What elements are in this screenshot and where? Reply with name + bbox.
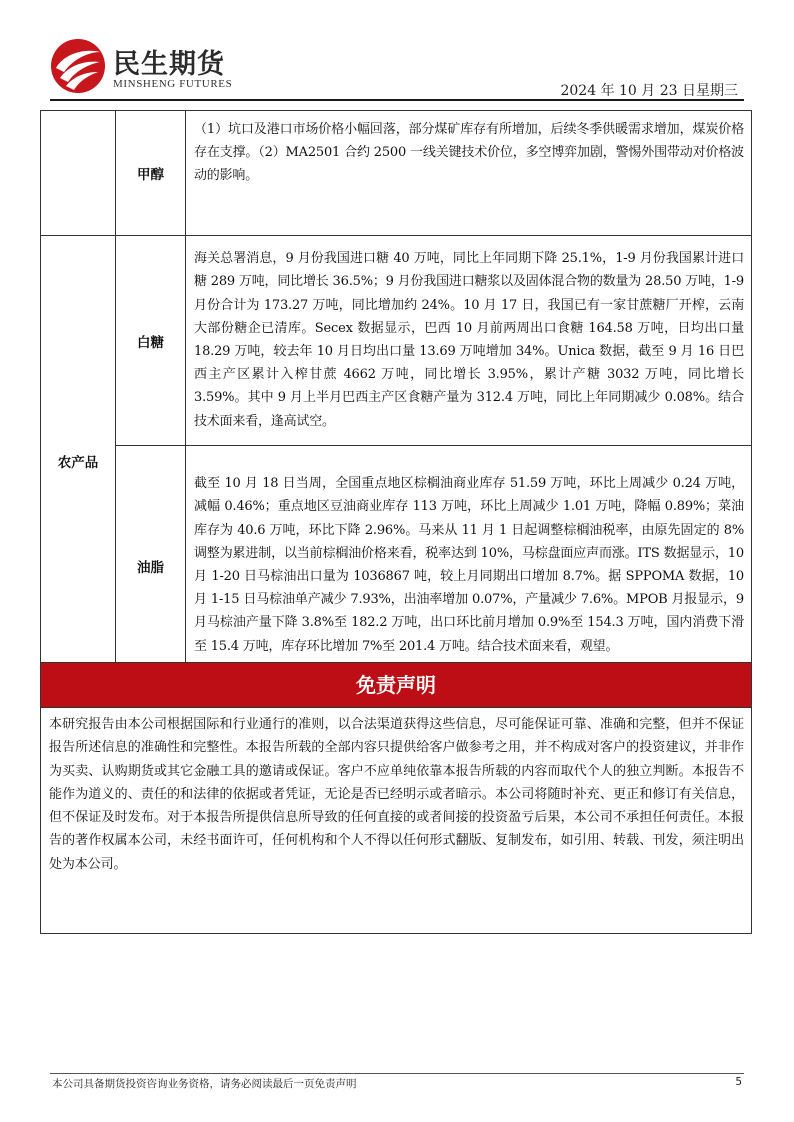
item-name-methanol: 甲醇 xyxy=(116,111,186,236)
commodity-table xyxy=(40,110,752,686)
brand-name-cn: 民生期货 xyxy=(113,49,225,80)
item-text-methanol: （1）坑口及港口市场价格小幅回落，部分煤矿库存有所增加，后续冬季供暖需求增加，煤炭价格存在支撑。（2）MA2501 合约 2500 一线关键技术价位，多空博弈加剧，警惕外围带动对价格波动的影响。 xyxy=(186,111,752,236)
footer-divider xyxy=(50,1073,744,1074)
table-row-methanol xyxy=(41,111,752,236)
disclaimer-text: 本研究报告由本公司根据国际和行业通行的准则，以合法渠道获得这些信息，尽可能保证可靠、准确和完整，但并不保证报告所述信息的准确性和完整性。本报告所载的全部内容只提供给客户做参考之用，并不构成对客户的投资建议，并非作为买卖、认购期货或其它金融工具的邀请或保证。客户不应单纯依靠本报告所载的内容而取代个人的独立判断。本报告不能作为道义的、责任的和法律的依据或者凭证，无论是否已经明示或者暗示。本公司将随时补充、更正和修订有关信息，但不保证及时发布。对于本报告所提供信息所导致的任何直接的或者间接的投资盈亏后果，本公司不承担任何责任。本报告的著作权属本公司，未经书面许可，任何机构和个人不得以任何形式翻版、复制发布，如引用、转载、刊发，须注明出处为本公司。 xyxy=(40,707,752,934)
page-header xyxy=(50,38,744,98)
category-agri: 农产品 xyxy=(41,236,116,686)
item-name-sugar: 白糖 xyxy=(116,236,186,446)
table-row-oils xyxy=(41,446,752,686)
header-divider xyxy=(50,99,744,101)
item-text-oils: 截至 10 月 18 日当周，全国重点地区棕榈油商业库存 51.59 万吨，环比上周减少 0.24 万吨，减幅 0.46%；重点地区豆油商业库存 113 万吨，环比上周减少 1.01 万吨，降幅 0.89%；菜油库存为 40.6 万吨，环比下降 2.96%。马来从 11 月 1 日起调整棕榈油税率，由原先固定的 8%调整为累进制，以当前棕榈油价格来看，税率达到 10%，马棕盘面应声而涨。ITS 数据显示，10 月 1-20 日马棕油出口量为 1036867 吨，较上月同期出口增加 8.7%。据 SPPOMA 数据，10 月 1-15 日马棕油单产减少 7.93%，出油率增加 0.07%，产量减少 7.6%。MPOB 月报显示，9 月马棕油产量下降 3.8%至 182.2 万吨，出口环比前月增加 0.9%至 154.3 万吨，国内消费下滑至 15.4 万吨，库存环比增加 7%至 201.4 万吨。结合技术面来看，观望。 xyxy=(186,446,752,686)
item-text-sugar: 海关总署消息，9 月份我国进口糖 40 万吨，同比上年同期下降 25.1%，1-9 月份我国累计进口糖 289 万吨，同比增长 36.5%；9 月份我国进口糖浆以及固体混合物的数量为 28.50 万吨，1-9 月份合计为 173.27 万吨，同比增加约 24%。10 月 17 日，我国已有一家甘蔗糖厂开榨，云南大部份糖企已清库。Secex 数据显示，巴西 10 月前两周出口食糖 164.58 万吨，日均出口量 18.29 万吨，较去年 10 月日均出口量 13.69 万吨增加 34%。Unica 数据，截至 9 月 16 日巴西主产区累计入榨甘蔗 4662 万吨，同比增长 3.95%，累计产糖 3032 万吨，同比增长 3.59%。其中 9 月上半月巴西主产区食糖产量为 312.4 万吨，同比上年同期减少 0.08%。结合技术面来看，逢高试空。 xyxy=(186,236,752,446)
page-number: 5 xyxy=(735,1076,742,1088)
item-name-oils: 油脂 xyxy=(116,446,186,686)
category-cell-empty xyxy=(41,111,116,236)
disclaimer-title: 免责声明 xyxy=(40,662,752,707)
disclaimer-section xyxy=(40,662,752,934)
brand-name-en: MINSHENG FUTURES xyxy=(113,78,233,90)
report-date: 2024 年 10 月 23 日星期三 xyxy=(560,83,738,99)
minsheng-logo-icon xyxy=(50,38,106,94)
footer-note: 本公司具备期货投资咨询业务资格，请务必阅读最后一页免责声明 xyxy=(52,1078,357,1090)
table-row-sugar xyxy=(41,236,752,446)
